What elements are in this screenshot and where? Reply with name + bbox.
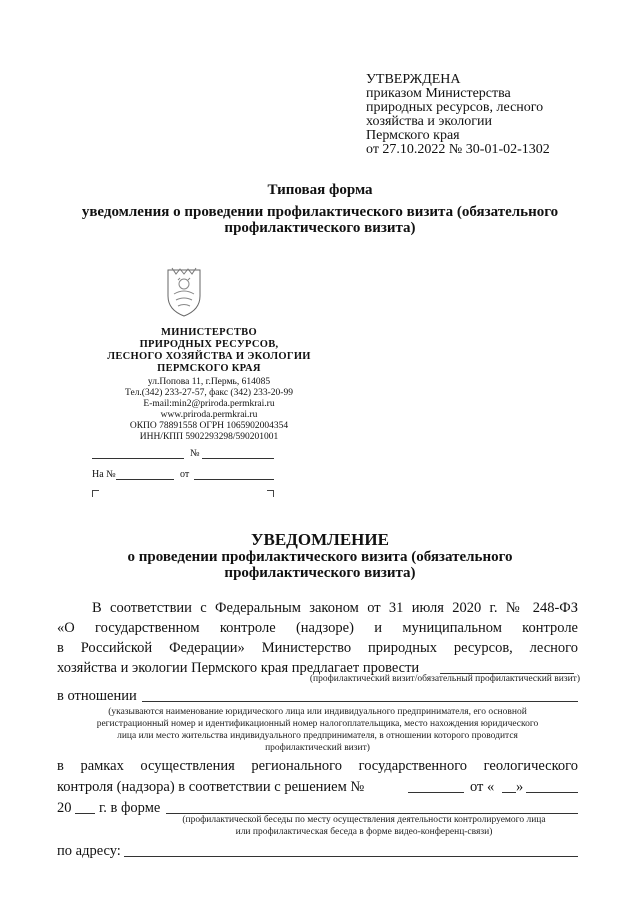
body-text: контроля (надзора) в соответствии с решением № (57, 779, 365, 795)
form-title: Типовая форма (267, 182, 373, 198)
incoming-number-label: На № (92, 469, 116, 480)
visit-form-field[interactable] (166, 813, 578, 814)
date-quote-close: » (516, 779, 524, 795)
approval-text: приказом Министерства (366, 86, 511, 101)
field-caption: (профилактический визит/обязательный профилактический визит) (309, 674, 580, 684)
letterhead-phone: Тел.(342) 233-27-57, факс (342) 233-20-99 (125, 388, 293, 398)
incoming-date-line (194, 479, 274, 480)
letterhead-inn: ИНН/КПП 5902293298/590201001 (139, 432, 279, 442)
decision-day-field[interactable] (502, 792, 516, 793)
body-text: в Российской Федерации» Министерство природных ресурсов, лесного (57, 640, 578, 656)
letterhead-address: ул.Попова 11, г.Пермь, 614085 (147, 377, 271, 387)
field-caption: лица или место жительства индивидуального предпринимателя, в отношении которого проводится (117, 731, 518, 741)
coat-of-arms-icon (164, 266, 204, 318)
letterhead-org-name: ПРИРОДНЫХ РЕСУРСОВ, (139, 339, 279, 350)
body-text: «О государственном контроле (надзоре) и муниципальном контроле (57, 620, 578, 636)
approval-block (366, 73, 626, 157)
approval-text: Пермского края (366, 128, 460, 143)
year-prefix: 20 (57, 800, 72, 816)
letterhead-org-name: ПЕРМСКОГО КРАЯ (157, 363, 261, 374)
form-subtitle: уведомления о проведении профилактического визита (обязательного (81, 204, 559, 220)
body-text: В соответствии с Федеральным законом от 31 июля 2020 г. № 248-ФЗ (92, 600, 578, 616)
letterhead-email: E-mail:min2@priroda.permkrai.ru (143, 399, 275, 409)
field-caption: профилактический визит) (265, 743, 370, 753)
notice-subtitle: профилактического визита) (224, 565, 416, 581)
letterhead-website: www.priroda.permkrai.ru (160, 410, 258, 420)
address-field[interactable] (124, 856, 578, 857)
approval-heading: УТВЕРЖДЕНА (366, 72, 461, 87)
field-caption: (профилактической беседы по месту осуществления деятельности контролируемого лица (182, 815, 546, 825)
field-caption: или профилактическая беседа в форме видео-конференц-связи) (235, 827, 493, 837)
notice-subtitle: о проведении профилактического визита (обязательного (127, 549, 513, 565)
decision-year-field[interactable] (75, 813, 95, 814)
decision-month-field[interactable] (526, 792, 578, 793)
letterhead-org-name: ЛЕСНОГО ХОЗЯЙСТВА И ЭКОЛОГИИ (107, 351, 311, 362)
letterhead-org-name: МИНИСТЕРСТВО (161, 327, 257, 338)
entity-name-field[interactable] (142, 701, 578, 702)
body-text: в рамках осуществления регионального государственного геологического (57, 758, 578, 774)
number-label: № (190, 448, 200, 459)
number-field-line (202, 458, 274, 459)
date-from-label: от « (470, 779, 495, 795)
approval-text: природных ресурсов, лесного (366, 100, 544, 115)
regarding-label: в отношении (57, 688, 137, 704)
corner-mark-right (267, 490, 274, 497)
form-subtitle: профилактического визита) (224, 220, 416, 236)
corner-mark-left (92, 490, 99, 497)
decision-number-field[interactable] (408, 792, 464, 793)
field-caption: (указываются наименование юридического лица или индивидуального предпринимателя, его основной (108, 707, 527, 717)
approval-text: хозяйства и экологии (366, 114, 493, 129)
form-label: г. в форме (99, 800, 161, 816)
body-text: хозяйства и экологии Пермского края предлагает провести (57, 660, 420, 676)
letterhead-okpo: ОКПО 78891558 ОГРН 1065902004354 (129, 421, 289, 431)
date-field-line (92, 458, 184, 459)
incoming-date-label: от (180, 469, 190, 480)
approval-order-number: от 27.10.2022 № 30-01-02-1302 (366, 142, 550, 157)
address-label: по адресу: (57, 843, 121, 859)
field-caption: регистрационный номер и идентификационный номер налогоплательщика, место нахождения юридического (96, 719, 539, 729)
notice-title: УВЕДОМЛЕНИЕ (251, 530, 389, 549)
incoming-number-line (116, 479, 174, 480)
